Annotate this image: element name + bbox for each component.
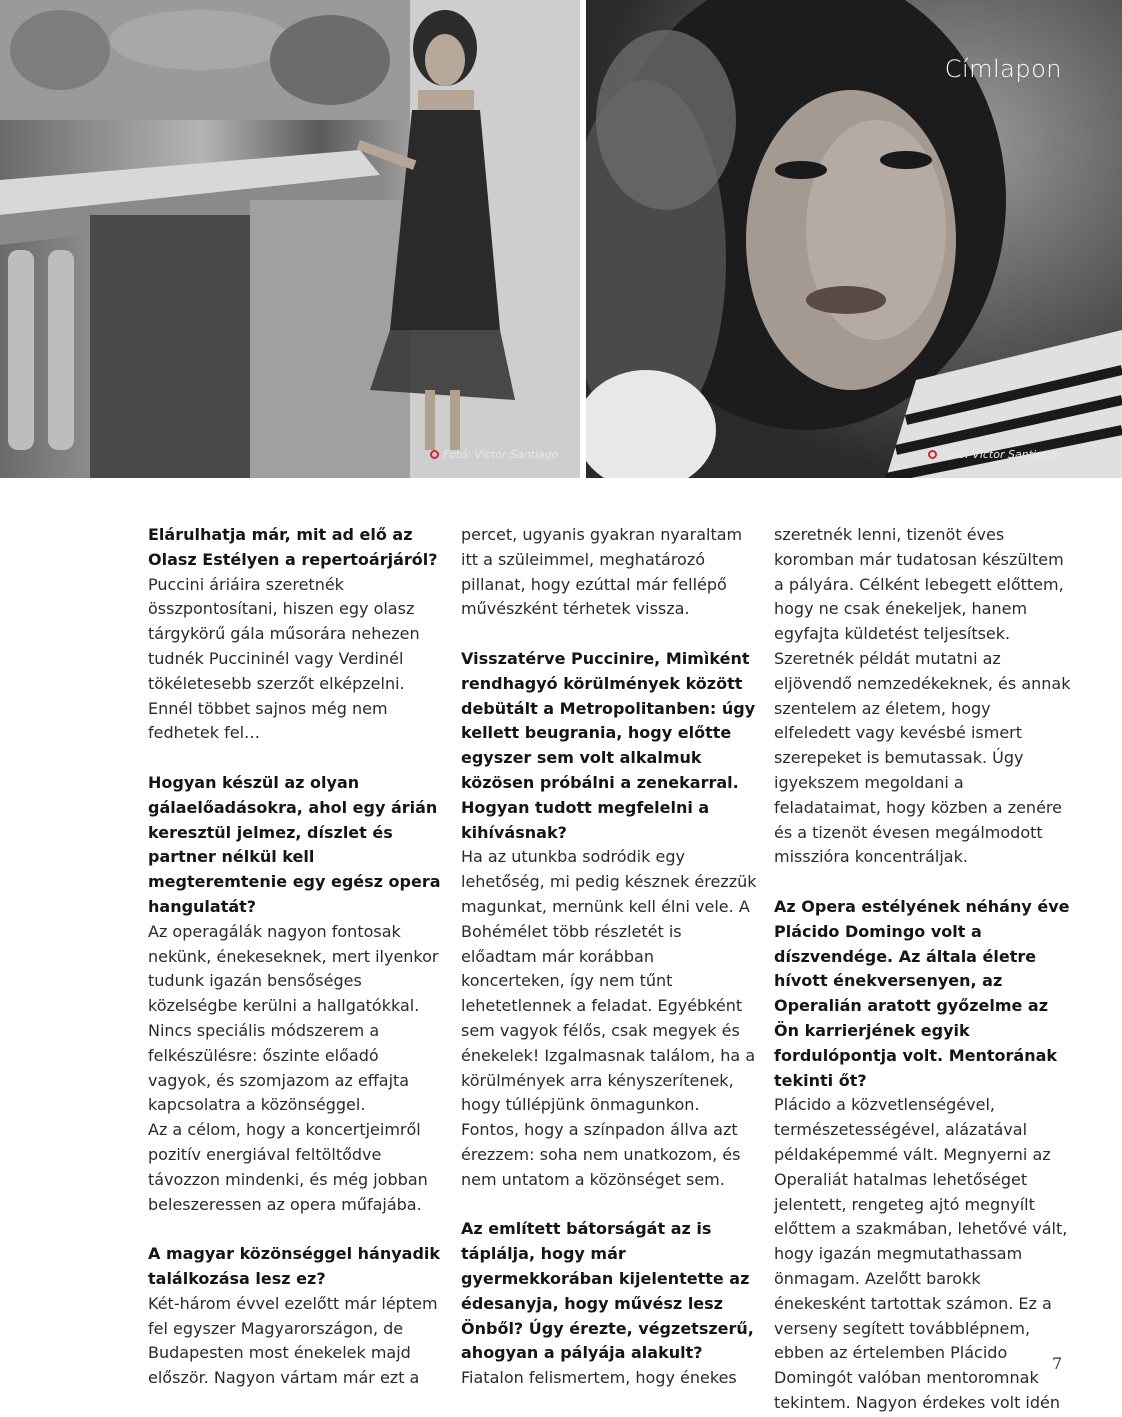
interview-question: Hogyan készül az olyan gálaelőadásokra, ahol egy árián keresztül jelmez, díszlet és partner nélkül kell megteremtenie egy egész opera hangulatát? — [148, 772, 441, 916]
photo-credit-right — [928, 448, 1057, 461]
interview-question: Az Opera estélyének néhány éve Plácido Domingo volt a díszvendége. Az általa életre hívott énekversenyen, az Operalián aratott győzelme az Ön karrierjének egyik fordulópontja volt. Mentorának tekinti őt? — [774, 896, 1070, 1090]
page-number: 7 — [1052, 1354, 1063, 1373]
interview-answer: Ha az utunkba sodródik egy lehetőség, mi pedig késznek érezzük magunkat, mernünk kell élni vele. A Bohémélet több részletét is előadtam már korábban koncerteken, így nem tűnt lehetetlennek a feladat. Egyébként sem vagyok félős, csak megyek és énekelek! Izgalmasnak találom, ha a körülmények arra kényszerítenek, hogy túllépjünk önmagunkon. Fontos, hogy a színpadon állva azt érezzem: soha nem unatkozom, és nem untatom a közönséget sem. — [461, 847, 757, 1189]
article-column-1 — [148, 523, 446, 1391]
interview-answer: Az operagálák nagyon fontosak nekünk, énekeseknek, mert ilyenkor tudunk igazán bensőséges közelségbe kerülni a hallgatókkal. Nincs speciális módszerem a felkészülésre: őszinte előadó vagyok, és szomjazom az effajta kapcsolatra a közönséggel. — [148, 921, 439, 1115]
paragraph-gap — [148, 1217, 446, 1242]
interview-question: A magyar közönséggel hányadik találkozása lesz ez? — [148, 1244, 441, 1288]
interview-answer: Fiatalon felismertem, hogy énekes — [461, 1368, 737, 1388]
camera-icon — [928, 450, 937, 459]
photo-credit-text: Fotó: Victor Santiago — [941, 448, 1057, 461]
photo-singer-balustrade — [0, 0, 580, 478]
paragraph-gap — [774, 870, 1072, 895]
interview-answer: Plácido a közvetlenségével, természetességével, alázatával példaképemmé vált. Megnyerni az Operaliát hatalmas lehetőséget jelentett, rengeteg ajtó megnyílt előttem a szakmában, lehetővé vált, hogy igazán megmutathassam önmagam. Azelőtt barokk énekesként tartottak számon. Ez a verseny segített továbblépnem, ebben az értelemben Plácido Domingót valóban mentoromnak tekintem. Nagyon érdekes volt idén — [774, 1095, 1068, 1412]
article-column-3 — [774, 523, 1072, 1416]
camera-icon — [430, 450, 439, 459]
interview-question: Visszatérve Puccinire, Mimìként rendhagyó körülmények között debütált a Metropolitanben: úgy kellett beugrania, hogy előtte egyszer sem volt alkalmuk közösen próbálni a zenekarral. Hogyan tudott megfelelni a kihívásnak? — [461, 648, 756, 842]
paragraph-gap — [461, 1193, 759, 1218]
photo-credit-text: Fotó: Victor Santiago — [443, 448, 559, 461]
interview-question: Az említett bátorságát az is táplálja, hogy már gyermekkorában kijelentette az édesanyja, hogy művész lesz Önből? Úgy érezte, végzetszerű, ahogyan a pályája alakult? — [461, 1219, 754, 1363]
interview-answer: szeretnék lenni, tizenöt éves koromban már tudatosan készültem a pályára. Célként lebegett előttem, hogy ne csak énekeljek, hanem egyfajta küldetést teljesítsek. Szeretnék példát mutatni az eljövendő nemzedékeknek, és annak szentelem az életem, hogy elfeledett vagy kevésbé ismert szerepeket is bemutassak. Úgy igyekszem megoldani a feladataimat, hogy közben a zenére és a tizenöt évesen megálmodott misszióra koncentráljak. — [774, 525, 1071, 867]
paragraph-gap — [461, 622, 759, 647]
photo-credit-left — [430, 448, 559, 461]
paragraph-gap — [148, 746, 446, 771]
interview-answer: Puccini áriáira szeretnék összpontosítani, hiszen egy olasz tárgykörű gála műsorára nehezen tudnék Puccininél vagy Verdinél tökéletesebb szerzőt elképzelni. Ennél többet sajnos még nem fedhetek fel… — [148, 574, 420, 743]
interview-answer: Két-három évvel ezelőtt már léptem fel egyszer Magyarországon, de Budapesten most énekelek majd először. Nagyon vártam már ezt a — [148, 1293, 438, 1388]
interview-answer: percet, ugyanis gyakran nyaraltam itt a szüleimmel, meghatározó pillanat, hogy ezúttal már fellépő művészként térhetek vissza. — [461, 525, 743, 619]
interview-question: Elárulhatja már, mit ad elő az Olasz Estélyen a repertoárjáról? — [148, 525, 438, 569]
section-label: Címlapon — [944, 55, 1062, 83]
interview-answer: Az a célom, hogy a koncertjeimről pozitív energiával feltöltődve távozzon mindenki, és még jobban beleszeressen az opera műfajába. — [148, 1120, 428, 1214]
article-column-2 — [461, 523, 759, 1391]
